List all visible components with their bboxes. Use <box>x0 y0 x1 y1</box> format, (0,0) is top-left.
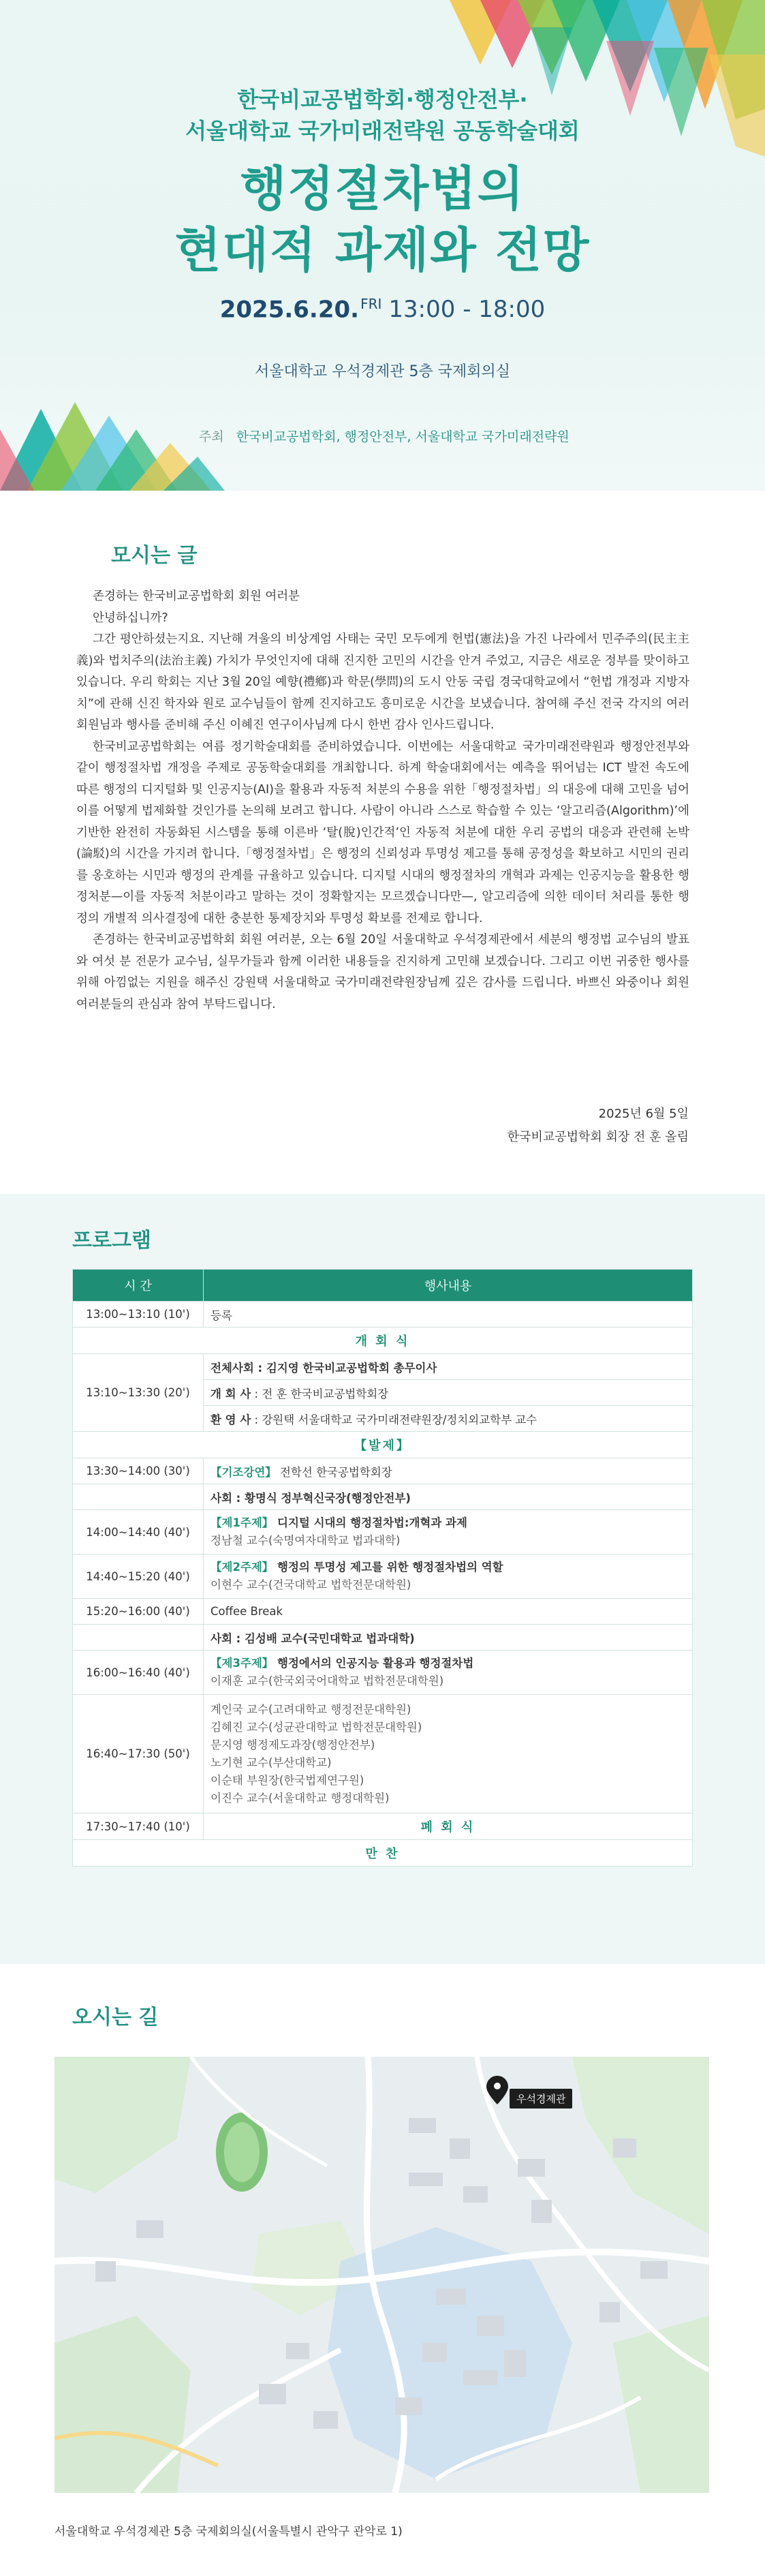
discussant: 김혜진 교수(성균관대학교 법학전문대학원) <box>210 1720 422 1734</box>
time-cell: 17:30~17:40 (10') <box>73 1813 204 1840</box>
table-row <box>73 1302 693 1328</box>
content-cell <box>204 1651 693 1695</box>
column-header-time: 시 간 <box>73 1270 204 1302</box>
content-cell <box>204 1625 693 1651</box>
invitation-letter <box>76 586 689 1015</box>
time-cell: 14:40~15:20 (40') <box>73 1554 204 1599</box>
table-row <box>73 1458 693 1484</box>
topic-2-title: 행정의 투명성 제고를 위한 행정절차법의 역할 <box>273 1561 503 1574</box>
opening-speech-role: 개 회 사 <box>210 1387 251 1400</box>
map-caption: 서울대학교 우석경제관 5층 국제회의실(서울특별시 관악구 관악로 1) <box>54 2525 403 2539</box>
event-day: FRI <box>360 296 382 312</box>
event-title-line-2: 현대적 과제와 전망 <box>174 222 591 278</box>
discussant: 문지영 행정제도과장(행정안전부) <box>210 1738 375 1751</box>
location-map[interactable] <box>54 2057 709 2493</box>
content-cell <box>204 1406 693 1432</box>
time-cell: 16:40~17:30 (50') <box>73 1695 204 1813</box>
letter-paragraph-2: 한국비교공법학회는 여름 정기학술대회를 준비하였습니다. 이번에는 서울대학교 국가미래전략원과 행정안전부와 같이 행정절차법 개정을 주제로 공동학술대회를 개최합니다. 하계 학술대회에서는 예측을 뛰어넘는 ICT 발전 속도에 따른 행정의 디지털화 및 인공지능(AI)을 활용과 자동적 처분의 수용을 위한「행정절차법」의 대응에 대해 고민을 넘어 이를 어떻게 법제화할 것인가를 논의해 보려고 합니다. 사람이 아니라 스스로 학습할 수 있는 ‘알고리즘(Algorithm)’에 기반한 완전히 자동화된 시스템을 통해 이른바 ‘탈(脫)인간적’인 자동적 처분에 대한 우리 공법의 대응과 관련해 논박(論駁)의 시간을 가지려 합니다.「행정절차법」은 행정의 신뢰성과 투명성 제고를 통해 공정성을 확보하고 시민의 권리를 옹호하는 시민과 행정의 관계를 규율하고 있습니다. 디지털 시대의 행정절차의 개혁과 과제는 인공지능을 활용한 행정처분—이를 자동적 처분이라고 말하는 것이 정확할지는 모르겠습니다만—, 알고리즘에 의한 데이터 처리를 통한 행정의 개별적 의사결정에 대한 충분한 통제장치와 투명성 확보를 전제로 합니다. <box>76 739 689 925</box>
discussants-cell <box>204 1695 693 1813</box>
topic-1-title: 디지털 시대의 행정절차법:개혁과 과제 <box>273 1516 467 1529</box>
topic-2-presenter: 이현수 교수(건국대학교 법학전문대학원) <box>210 1578 411 1591</box>
hosts-line-1: 한국비교공법학회·행정안전부· <box>237 87 528 112</box>
content-cell <box>204 1380 693 1406</box>
program-table <box>72 1269 693 1867</box>
time-cell: 13:10~13:30 (20') <box>73 1354 204 1432</box>
table-row <box>73 1484 693 1510</box>
welcome-speech-role: 환 영 사 <box>210 1413 251 1426</box>
organizers <box>199 427 569 445</box>
table-row <box>73 1354 693 1380</box>
letter-date: 2025년 6월 5일 <box>598 1107 689 1121</box>
program-title: 프로그램 <box>72 1229 151 1253</box>
topic-3-presenter: 이재훈 교수(한국외국어대학교 법학전문대학원) <box>210 1674 444 1687</box>
column-header-content: 행사내용 <box>204 1270 693 1302</box>
keynote-speaker: 전학선 한국공법학회장 <box>276 1465 392 1479</box>
time-cell: 13:30~14:00 (30') <box>73 1458 204 1484</box>
event-title-line-1: 행정절차법의 <box>240 161 525 217</box>
hosts-line-2: 서울대학교 국가미래전략원 공동학술대회 <box>185 118 580 144</box>
time-cell: 15:20~16:00 (40') <box>73 1599 204 1625</box>
content-cell <box>204 1458 693 1484</box>
map-title: 오시는 길 <box>72 2006 159 2029</box>
organizers-text: 한국비교공법학회, 행정안전부, 서울대학교 국가미래전략원 <box>236 429 569 444</box>
content-cell <box>204 1484 693 1510</box>
letter-title: 모시는 글 <box>111 544 198 568</box>
topic-2-label: 【제2주제】 <box>210 1561 274 1574</box>
event-venue: 서울대학교 우석경제관 5층 국제회의실 <box>254 363 510 380</box>
dinner: 만 찬 <box>73 1840 693 1867</box>
opening-mc: 전체사회 : 김지영 한국비교공법학회 총무이사 <box>210 1361 437 1375</box>
table-row <box>73 1554 693 1599</box>
organizers-label: 주최 <box>199 429 224 444</box>
table-row <box>73 1599 693 1625</box>
letter-signature: 한국비교공법학회 회장 전 훈 올림 <box>507 1130 689 1144</box>
closing-ceremony: 폐 회 식 <box>204 1813 693 1840</box>
topic-1-label: 【제1주제】 <box>210 1516 274 1529</box>
table-row <box>73 1695 693 1813</box>
content-cell: 등록 <box>204 1302 693 1328</box>
time-cell: 16:00~16:40 (40') <box>73 1651 204 1695</box>
table-row <box>73 1510 693 1554</box>
topic-3-title: 행정에서의 인공지능 활용과 행정절차법 <box>273 1657 474 1670</box>
letter-greeting-2: 안녕하십니까? <box>93 611 168 625</box>
event-date: 2025.6.20. <box>219 296 360 324</box>
opening-ceremony-header: 개 회 식 <box>73 1328 693 1354</box>
topic-1-presenter: 정남철 교수(숙명여자대학교 법과대학) <box>210 1534 401 1547</box>
time-cell <box>73 1625 204 1651</box>
hero-banner <box>0 0 765 491</box>
table-row <box>73 1651 693 1695</box>
content-cell: Coffee Break <box>204 1599 693 1625</box>
keynote-label: 【기조강연】 <box>210 1465 277 1479</box>
welcome-speech: : 강원택 서울대학교 국가미래전략원장/정치외교학부 교수 <box>251 1413 537 1426</box>
session-chair-1: 사회 : 황명식 정부혁신국장(행정안전부) <box>210 1491 411 1505</box>
table-row <box>73 1328 693 1354</box>
event-datetime <box>0 296 765 323</box>
table-row <box>73 1432 693 1458</box>
content-cell <box>204 1554 693 1599</box>
discussant: 이순태 부원장(한국법제연구원) <box>210 1773 364 1787</box>
content-cell <box>204 1510 693 1554</box>
map-pin-label: 우석경제관 <box>510 2089 572 2109</box>
discussant: 노기현 교수(부산대학교) <box>210 1755 332 1769</box>
table-row <box>73 1625 693 1651</box>
decorative-triangles-bottom-left <box>0 382 225 491</box>
letter-paragraph-3: 존경하는 한국비교공법학회 회원 여러분, 오는 6월 20일 서울대학교 우석경제관에서 세분의 행정법 교수님의 발표와 여섯 분 전문가 교수님, 실무가들과 함께 이러한 내용들을 진지하게 고민해 보겠습니다. 그리고 이번 귀중한 행사를 위해 아낌없는 지원을 해주신 강원택 서울대학교 국가미래전략원장님께 깊은 감사를 드립니다. 바쁘신 와중이나 회원 여러분들의 관심과 참여 부탁드립니다. <box>76 933 689 1011</box>
topic-3-label: 【제3주제】 <box>210 1657 274 1670</box>
table-row <box>73 1840 693 1867</box>
discussant: 이진수 교수(서울대학교 행정대학원) <box>210 1791 390 1805</box>
discussant: 계인국 교수(고려대학교 행정전문대학원) <box>210 1702 411 1716</box>
letter-greeting-1: 존경하는 한국비교공법학회 회원 여러분 <box>93 589 300 603</box>
opening-speech: : 전 훈 한국비교공법학회장 <box>251 1387 389 1400</box>
presentation-header: 【발제】 <box>73 1432 693 1458</box>
content-cell <box>204 1354 693 1380</box>
letter-paragraph-1: 그간 평안하셨는지요. 지난해 겨울의 비상계엄 사태는 국민 모두에게 헌법(憲法)을 가진 나라에서 민주주의(民主主義)와 법치주의(法治主義) 가치가 무엇인지에 대해 진지한 고민의 시간을 안겨 주었고, 지금은 새로운 정부를 맞이하고 있습니다. 우리 학회는 지난 3월 20일 예향(禮鄕)과 학문(學問)의 도시 안동 국립 경국대학교에서 “헌법 개정과 지방자치”에 관해 신진 학자와 원로 교수님들이 함께 진지하고도 흥미로운 시간을 보냈습니다. 참여해 주신 전국 각지의 여러 회원님과 행사를 준비해 주신 이혜진 연구이사님께 다시 한번 감사 인사드립니다. <box>76 632 689 732</box>
time-cell <box>73 1484 204 1510</box>
time-cell: 14:00~14:40 (40') <box>73 1510 204 1554</box>
session-chair-2: 사회 : 김성배 교수(국민대학교 법과대학) <box>210 1631 415 1645</box>
event-time: 13:00 - 18:00 <box>388 296 546 324</box>
table-row <box>73 1813 693 1840</box>
table-header-row <box>73 1270 693 1302</box>
time-cell: 13:00~13:10 (10') <box>73 1302 204 1328</box>
map-illustration <box>54 2057 709 2493</box>
